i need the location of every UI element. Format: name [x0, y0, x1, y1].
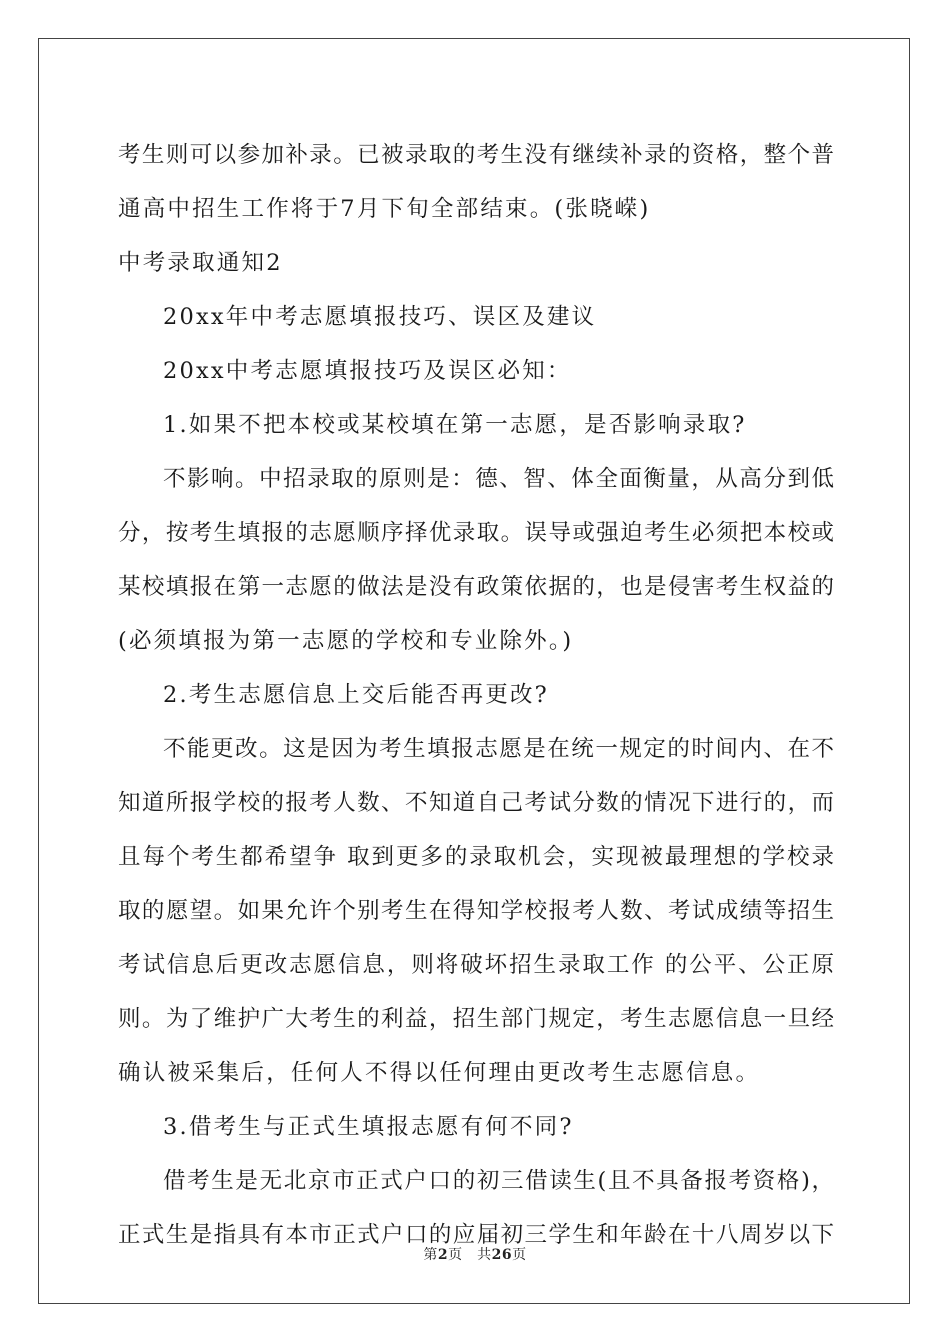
paragraph-line: 且每个考生都希望争 取到更多的录取机会，实现被最理想的学校录	[118, 844, 834, 870]
paragraph-line: 不能更改。这是因为考生填报志愿是在统一规定的时间内、在不	[163, 736, 834, 762]
paragraph-line: 不影响。中招录取的原则是：德、智、体全面衡量，从高分到低	[163, 466, 834, 492]
paragraph-line: 分，按考生填报的志愿顺序择优录取。误导或强迫考生必须把本校或	[118, 520, 834, 546]
paragraph-line: 通高中招生工作将于7月下旬全部结束。(张晓嵘)	[118, 196, 651, 222]
question-heading: 1.如果不把本校或某校填在第一志愿，是否影响录取?	[163, 412, 747, 438]
page-number-prefix: 第	[423, 1247, 438, 1263]
page-number-mid: 页 共	[448, 1247, 492, 1263]
paragraph-line: (必须填报为第一志愿的学校和专业除外。)	[118, 628, 574, 654]
paragraph-line: 取的愿望。如果允许个别考生在得知学校报考人数、考试成绩等招生	[118, 898, 834, 924]
section-heading: 中考录取通知2	[118, 250, 283, 276]
page-number-total: 26	[491, 1247, 513, 1263]
page-number-suffix: 页	[512, 1247, 527, 1263]
paragraph-line: 考生则可以参加补录。已被录取的考生没有继续补录的资格，整个普	[118, 142, 834, 168]
document-body	[118, 128, 834, 1262]
paragraph-line: 某校填报在第一志愿的做法是没有政策依据的，也是侵害考生权益的	[118, 574, 834, 600]
article-subtitle: 20xx中考志愿填报技巧及误区必知：	[163, 358, 572, 384]
paragraph-line: 知道所报学校的报考人数、不知道自己考试分数的情况下进行的，而	[118, 790, 834, 816]
paragraph-line: 考试信息后更改志愿信息，则将破坏招生录取工作 的公平、公正原	[118, 952, 834, 978]
paragraph-line: 借考生是无北京市正式户口的初三借读生(且不具备报考资格)，	[163, 1168, 834, 1194]
paragraph-line: 正式生是指具有本市正式户口的应届初三学生和年龄在十八周岁以下	[118, 1222, 834, 1248]
article-title: 20xx年中考志愿填报技巧、误区及建议	[163, 304, 597, 330]
page-footer	[0, 1244, 950, 1264]
paragraph-line: 确认被采集后，任何人不得以任何理由更改考生志愿信息。	[118, 1060, 761, 1086]
question-heading: 3.借考生与正式生填报志愿有何不同?	[163, 1114, 574, 1140]
paragraph-line: 则。为了维护广大考生的利益，招生部门规定，考生志愿信息一旦经	[118, 1006, 834, 1032]
question-heading: 2.考生志愿信息上交后能否再更改?	[163, 682, 549, 708]
page-number-current: 2	[437, 1247, 449, 1263]
